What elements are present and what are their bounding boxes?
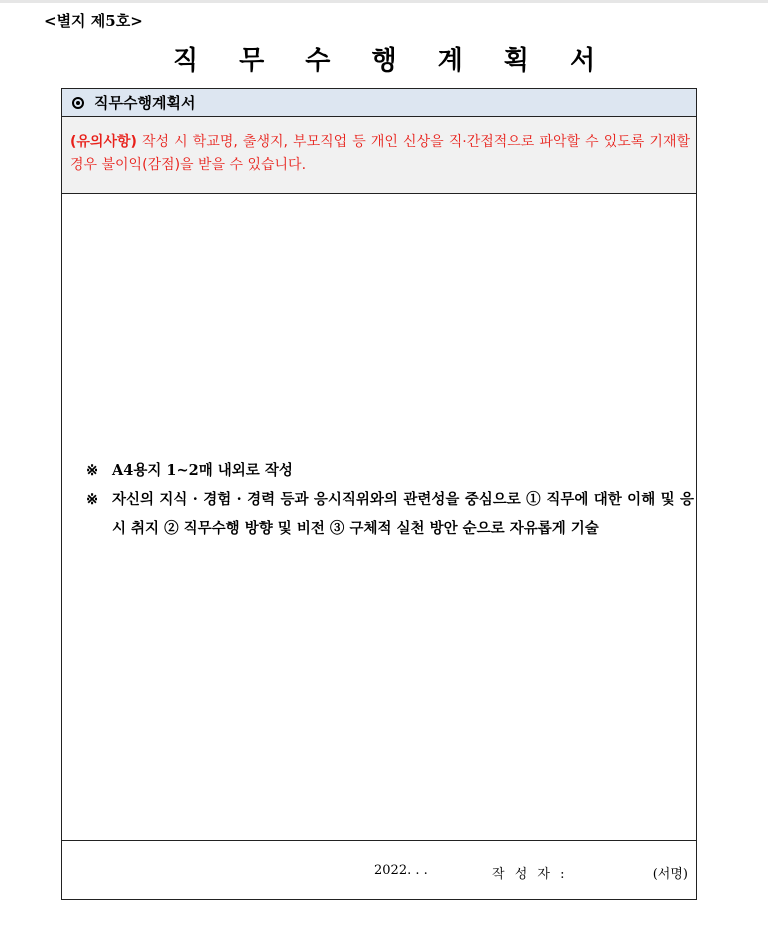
date-field[interactable]: 2022. . . (374, 863, 428, 878)
reference-mark: ※ (86, 491, 99, 508)
instructions (86, 456, 694, 543)
instruction-text: 자신의 지식 · 경험 · 경력 등과 응시직위와의 관련성을 중심으로 ① 직무에 대한 이해 및 응시 취지 ② 직무수행 방향 및 비전 ③ 구체적 실천 방안 순으로 자유롭게 기술 (112, 491, 694, 537)
author-label: 작 성 자 : (492, 867, 568, 882)
double-circle-icon (72, 97, 84, 109)
form-frame (61, 88, 697, 900)
reference-mark: ※ (86, 462, 99, 479)
notice-box (62, 117, 696, 194)
signature-field[interactable]: (서명) (652, 867, 688, 882)
annex-label: <별지 제5호> (44, 12, 143, 30)
section-header (62, 89, 696, 117)
signature-footer (62, 841, 696, 899)
top-bar (0, 0, 768, 3)
document-title: 직 무 수 행 계 획 서 (172, 46, 612, 76)
notice-text: 작성 시 학교명, 출생지, 부모직업 등 개인 신상을 직·간접적으로 파악할 수 있도록 기재할 경우 불이익(감점)을 받을 수 있습니다. (70, 134, 690, 173)
notice-tag: (유의사항) (70, 134, 137, 150)
instruction-item (86, 485, 694, 543)
section-heading: 직무수행계획서 (94, 94, 196, 112)
instruction-item (86, 456, 694, 485)
instruction-text: A4용지 1~2매 내외로 작성 (112, 462, 293, 479)
